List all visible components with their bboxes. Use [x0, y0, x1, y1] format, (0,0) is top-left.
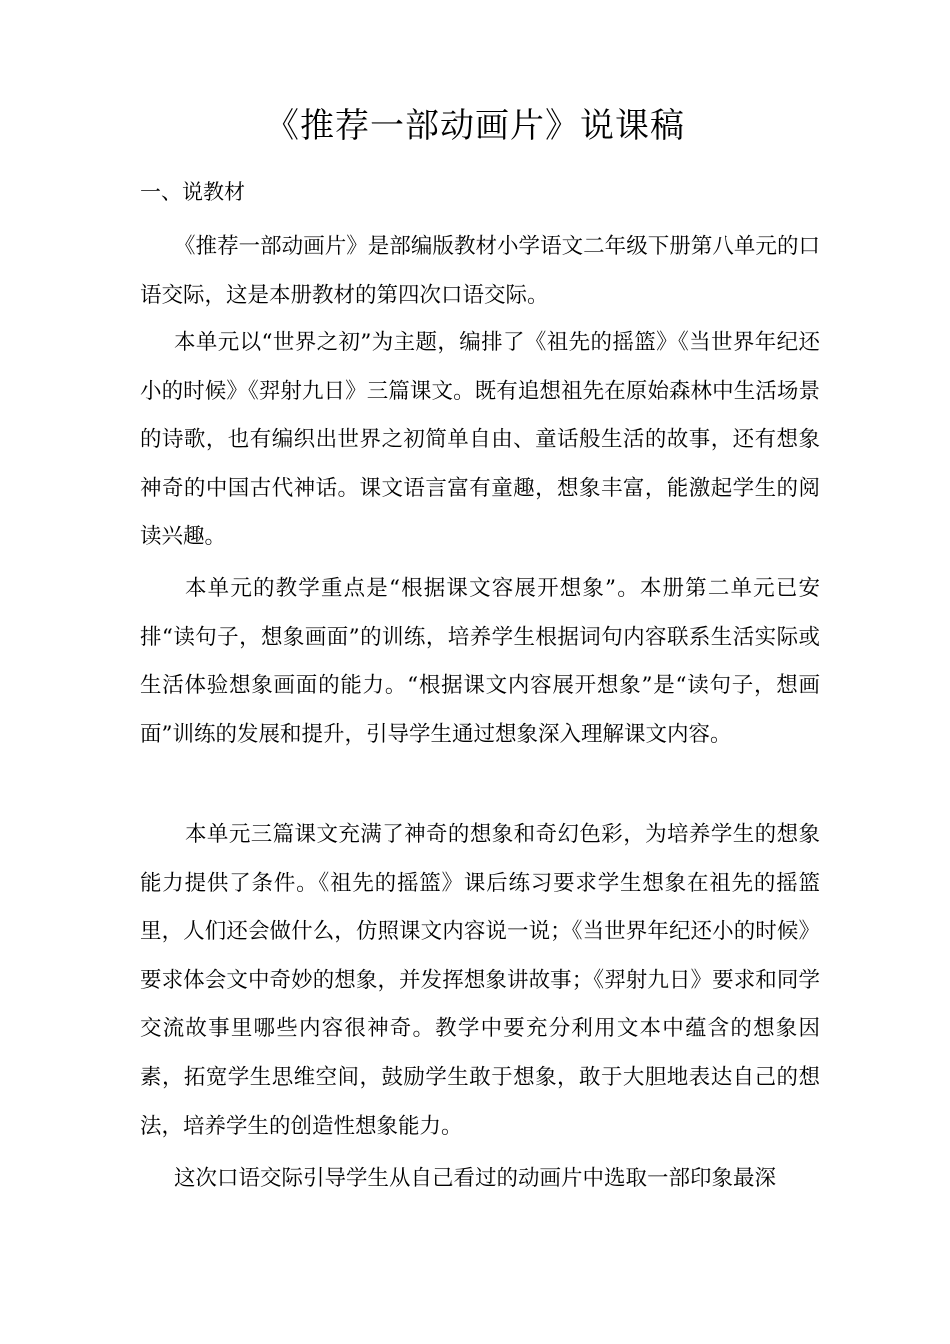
document-title: 《推荐一部动画片》说课稿: [265, 106, 685, 146]
paragraph-2: 本单元以“世界之初”为主题，编排了《祖先的摇篮》《当世界年纪还小的时候》《羿射九日》三篇课文。既有追想祖先在原始森林中生活场景的诗歌，也有编织出世界之初简单自由、童话般生活的故事，还有想象神奇的中国古代神话。课文语言富有童趣，想象丰富，能激起学生的阅读兴趣。: [140, 330, 820, 550]
section-heading: 一、说教材: [140, 180, 245, 204]
paragraph-1: 《推荐一部动画片》是部编版教材小学语文二年级下册第八单元的口语交际，这是本册教材的第四次口语交际。: [140, 234, 820, 308]
paragraph-4: 本单元三篇课文充满了神奇的想象和奇幻色彩，为培养学生的想象能力提供了条件。《祖先的摇篮》课后练习要求学生想象在祖先的摇篮里，人们还会做什么，仿照课文内容说一说；《当世界年纪还小的时候》要求体会文中奇妙的想象，并发挥想象讲故事；《羿射九日》要求和同学交流故事里哪些内容很神奇。教学中要充分利用文本中蕴含的想象因素，拓宽学生思维空间，鼓励学生敢于想象，敢于大胆地表达自己的想法，培养学生的创造性想象能力。: [140, 822, 820, 1139]
paragraph-5: 这次口语交际引导学生从自己看过的动画片中选取一部印象最深: [174, 1166, 777, 1191]
paragraph-3: 本单元的教学重点是“根据课文容展开想象”。本册第二单元已安排“读句子，想象画面”的训练，培养学生根据词句内容联系生活实际或生活体验想象画面的能力。“根据课文内容展开想象”是“读句子，想画面”训练的发展和提升，引导学生通过想象深入理解课文内容。: [140, 576, 820, 747]
